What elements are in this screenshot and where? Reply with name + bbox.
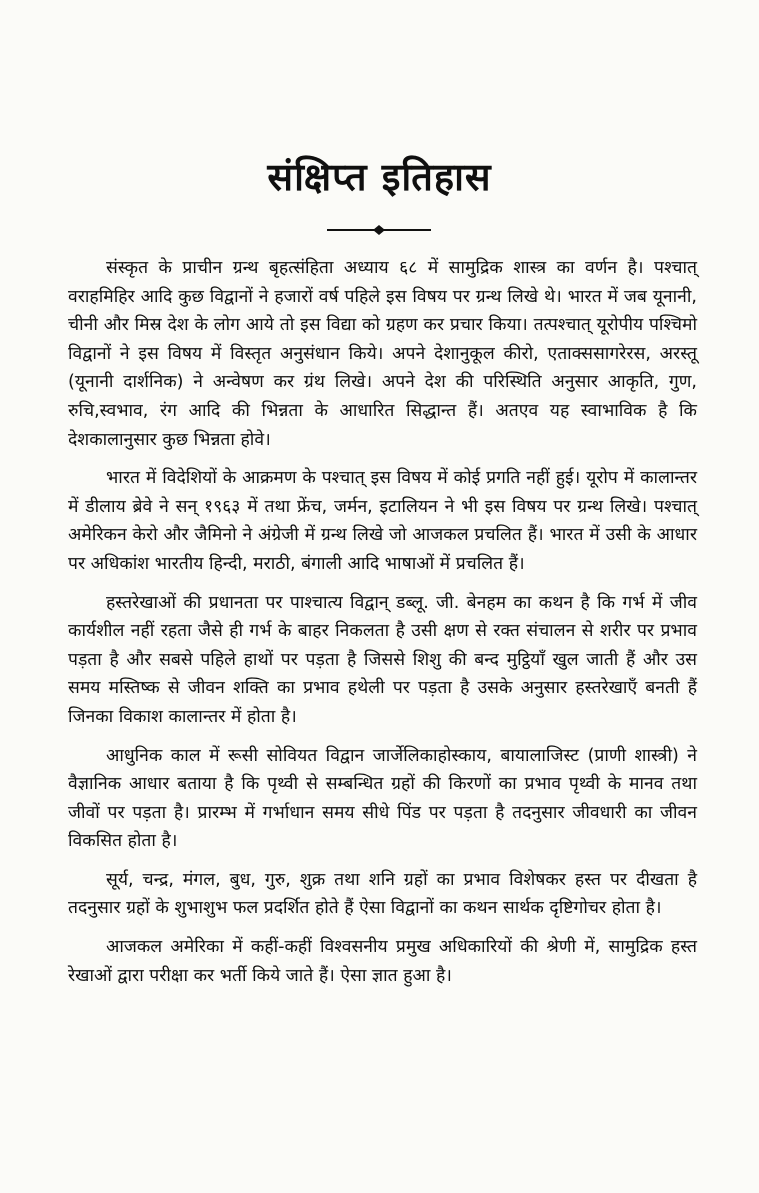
- title-ornament: [327, 224, 431, 236]
- paragraph-1: संस्कृत के प्राचीन ग्रन्थ बृहत्संहिता अध्याय ६८ में सामुद्रिक शास्त्र का वर्णन है। पश्चात् वराहमिहिर आदि कुछ विद्वानों ने हजारों वर्ष पहिले इस विषय पर ग्रन्थ लिखे थे। भारत में जब यूनानी, चीनी और मिस्र देश के लोग आये तो इस विद्या को ग्रहण कर प्रचार किया। तत्पश्चात् यूरोपीय पश्चिमो विद्वानों ने इस विषय में विस्तृत अनुसंधान किये। अपने देशानुकूल कीरो, एताक्ससागरेरस, अरस्तू (यूनानी दार्शनिक) ने अन्वेषण कर ग्रंथ लिखे। अपने देश की परिस्थिति अनुसार आकृति, गुण, रुचि,स्वभाव, रंग आदि की भिन्नता के आधारित सिद्धान्त हैं। अतएव यह स्वाभाविक है कि देशकालानुसार कुछ भिन्नता होवे।: [68, 258, 697, 450]
- paragraph-5: सूर्य, चन्द्र, मंगल, बुध, गुरु, शुक्र तथा शनि ग्रहों का प्रभाव विशेषकर हस्त पर दीखता है तदनुसार ग्रहों के शुभाशुभ फल प्रदर्शित होते हैं ऐसा विद्वानों का कथन सार्थक दृष्टिगोचर होता है।: [68, 869, 697, 919]
- paragraph-6: आजकल अमेरिका में कहीं-कहीं विश्वसनीय प्रमुख अधिकारियों की श्रेणी में, सामुद्रिक हस्त रेखाओं द्वारा परीक्षा कर भर्ती किये जाते हैं। ऐसा ज्ञात हुआ है।: [68, 937, 697, 986]
- paragraph-2: भारत में विदेशियों के आक्रमण के पश्चात् इस विषय में कोई प्रगति नहीं हुई। यूरोप में कालान्तर में डीलाय ब्रेवे ने सन् १९६३ में तथा फ्रेंच, जर्मन, इटालियन ने भी इस विषय पर ग्रन्थ लिखे। पश्चात् अमेरिकन केरो और जैमिनो ने अंग्रेजी में ग्रन्थ लिखे जो आजकल प्रचलित हैं। भारत में उसी के आधार पर अधिकांश भारतीय हिन्दी, मराठी, बंगाली आदि भाषाओं में प्रचलित हैं।: [68, 468, 697, 574]
- ornament-divider-icon: [327, 224, 431, 236]
- body-text: [68, 254, 697, 1000]
- page-title: संक्षिप्त इतिहास: [267, 155, 492, 199]
- paragraph-4: आधुनिक काल में रूसी सोवियत विद्वान जार्जेलिकाहोस्काय, बायालाजिस्ट (प्राणी शास्त्री) ने वैज्ञानिक आधार बताया है कि पृथ्वी से सम्बन्धित ग्रहों की किरणों का प्रभाव पृथ्वी के मानव तथा जीवों पर पड़ता है। प्रारम्भ में गर्भाधान समय सीधे पिंड पर पड़ता है तदनुसार जीवधारी का जीवन विकसित होता है।: [68, 745, 697, 852]
- paragraph-3: हस्तरेखाओं की प्रधानता पर पाश्चात्य विद्वान् डब्लू. जी. बेनहम का कथन है कि गर्भ में जीव कार्यशील नहीं रहता जैसे ही गर्भ के बाहर निकलता है उसी क्षण से रक्त संचालन से शरीर पर प्रभाव पड़ता है और सबसे पहिले हाथों पर पड़ता है जिससे शिशु की बन्द मुट्ठियाँ खुल जाती हैं और उस समय मस्तिष्क से जीवन शक्ति का प्रभाव हथेली पर पड़ता है उसके अनुसार हस्तरेखाएँ बनती हैं जिनका विकाश कालान्तर में होता है।: [68, 592, 697, 727]
